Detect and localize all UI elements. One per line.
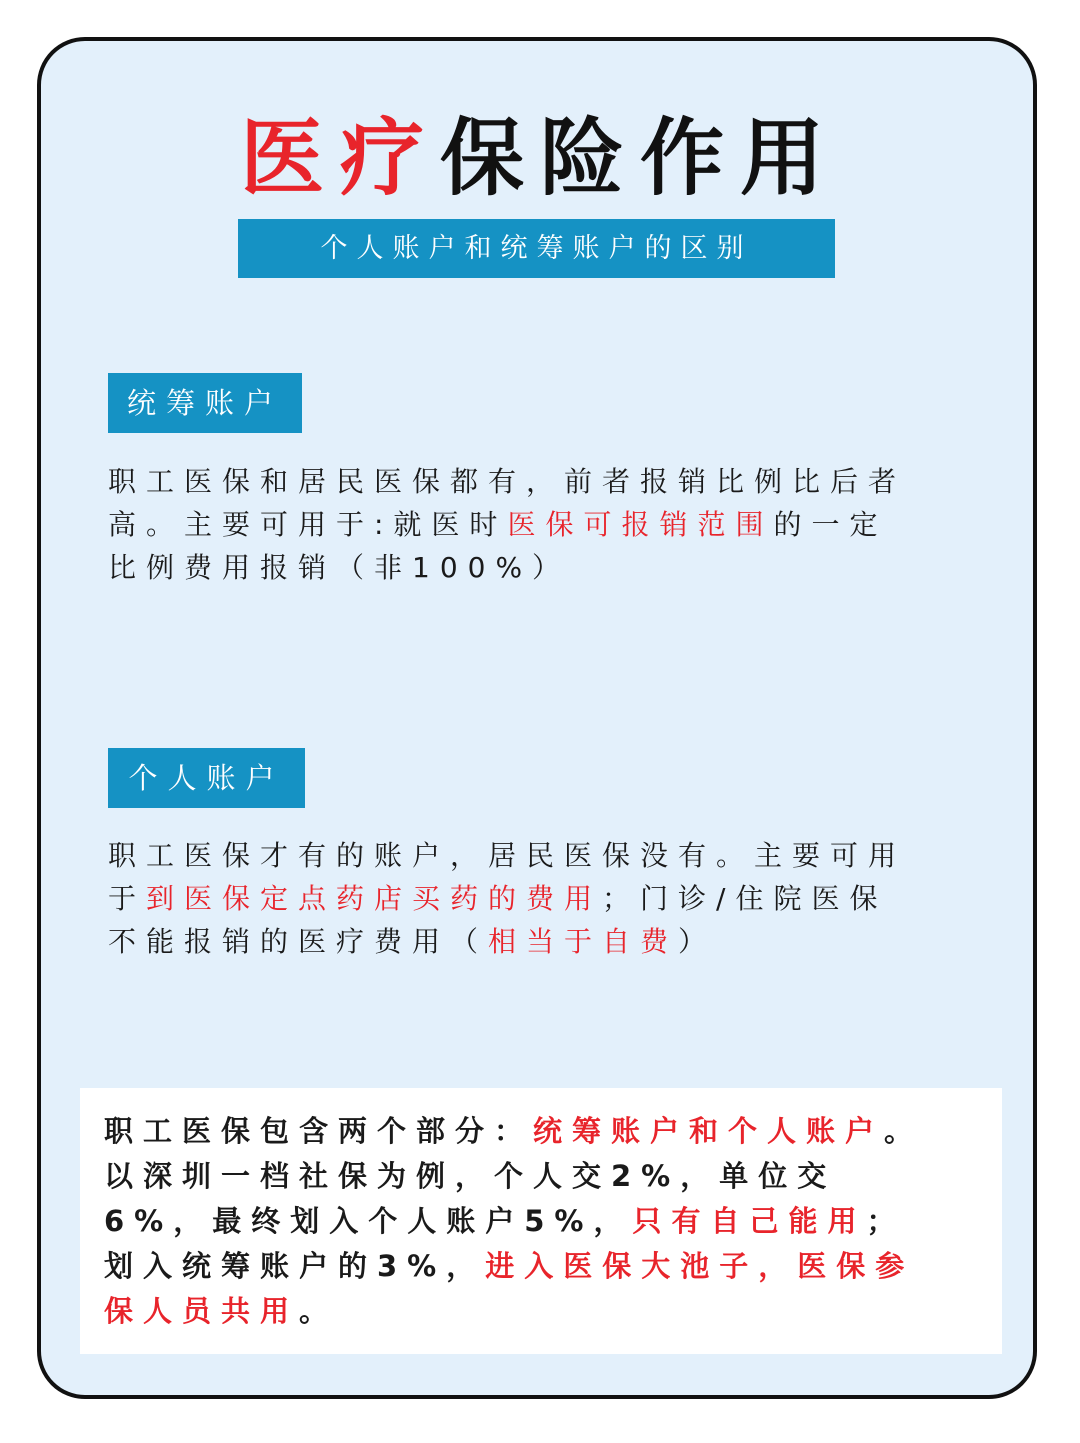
text-segment: 职工医保才有的账户，居民医保没有。主要可用	[108, 839, 907, 872]
text-line	[108, 834, 968, 877]
text-segment: 。	[884, 1114, 924, 1148]
text-line	[104, 1109, 923, 1154]
text-segment: ；	[866, 1204, 906, 1238]
pool-account-description	[108, 460, 968, 589]
text-line	[108, 546, 968, 589]
text-segment: 的一定	[773, 508, 888, 541]
text-segment: 划入统筹账户的3%，	[104, 1249, 486, 1283]
text-line	[104, 1289, 923, 1334]
text-segment: 6%，最终划入个人账户5%，	[104, 1204, 633, 1238]
text-line	[104, 1244, 923, 1289]
highlight-text: 相当于自费	[488, 925, 679, 958]
highlight-text: 保人员共用	[104, 1294, 300, 1328]
text-line	[108, 920, 968, 963]
text-segment: 以深圳一档社保为例，个人交2%，单位交	[104, 1159, 837, 1193]
text-segment: 不能报销的医疗费用（	[108, 925, 489, 958]
text-segment: 比例费用报销（非100%）	[108, 551, 571, 584]
text-segment: 于	[108, 882, 147, 915]
highlight-text: 进入医保大池子，医保参	[485, 1249, 915, 1283]
subtitle-banner: 个人账户和统筹账户的区别	[238, 219, 835, 278]
personal-account-description	[108, 834, 968, 963]
section-tag-personal-account: 个人账户	[108, 748, 305, 808]
highlight-text: 医保可报销范围	[507, 508, 774, 541]
page-title	[0, 108, 1080, 208]
title-highlight: 医疗	[239, 108, 440, 207]
section-tag-pool-account: 统筹账户	[108, 373, 302, 433]
highlight-text: 到医保定点药店买药的费用	[146, 882, 603, 915]
text-line	[108, 460, 968, 503]
text-segment: 。	[299, 1294, 339, 1328]
highlight-text: 只有自己能用	[632, 1204, 867, 1238]
text-segment: 高。主要可用于:就医时	[108, 508, 508, 541]
text-segment: ）	[678, 925, 717, 958]
text-segment: ；门诊/住院医保	[602, 882, 888, 915]
highlight-text: 统筹账户和个人账户	[533, 1114, 885, 1148]
text-segment: 职工医保包含两个部分：	[104, 1114, 534, 1148]
text-line	[104, 1199, 923, 1244]
text-line	[108, 877, 968, 920]
text-segment: 职工医保和居民医保都有，前者报销比例比后者	[108, 465, 907, 498]
summary-box	[80, 1088, 1002, 1354]
summary-text	[104, 1109, 923, 1334]
title-main: 保险作用	[440, 108, 841, 207]
text-line	[104, 1154, 923, 1199]
text-line	[108, 503, 968, 546]
